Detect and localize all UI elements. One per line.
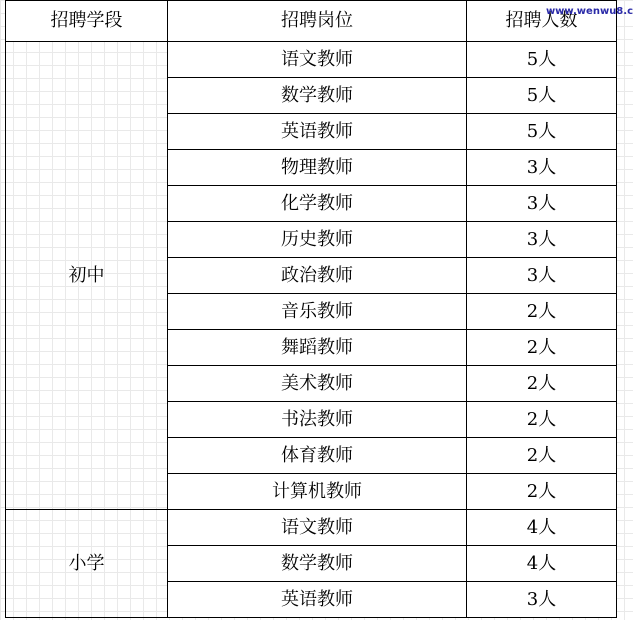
count-cell: 2人: [467, 474, 617, 510]
position-cell: 书法教师: [168, 402, 467, 438]
position-cell: 数学教师: [168, 78, 467, 114]
count-cell: 2人: [467, 402, 617, 438]
header-position: 招聘岗位: [168, 1, 467, 42]
count-cell: 4人: [467, 510, 617, 546]
count-cell: 5人: [467, 42, 617, 78]
position-cell: 音乐教师: [168, 294, 467, 330]
count-cell: 3人: [467, 222, 617, 258]
count-cell: 2人: [467, 366, 617, 402]
position-cell: 体育教师: [168, 438, 467, 474]
header-level: 招聘学段: [6, 1, 168, 42]
count-cell: 3人: [467, 258, 617, 294]
count-cell: 3人: [467, 186, 617, 222]
position-cell: 语文教师: [168, 42, 467, 78]
position-cell: 政治教师: [168, 258, 467, 294]
position-cell: 物理教师: [168, 150, 467, 186]
recruitment-table: [5, 0, 617, 618]
header-row: [6, 1, 617, 42]
position-cell: 英语教师: [168, 582, 467, 618]
header-count: 招聘人数: [467, 1, 617, 42]
position-cell: 数学教师: [168, 546, 467, 582]
position-cell: 化学教师: [168, 186, 467, 222]
position-cell: 英语教师: [168, 114, 467, 150]
level-cell-junior: 初中: [6, 42, 168, 510]
count-cell: 2人: [467, 330, 617, 366]
watermark-text: www.wenwu8.c: [545, 6, 633, 17]
position-cell: 语文教师: [168, 510, 467, 546]
count-cell: 2人: [467, 438, 617, 474]
count-cell: 3人: [467, 582, 617, 618]
count-cell: 5人: [467, 114, 617, 150]
count-cell: 3人: [467, 150, 617, 186]
position-cell: 舞蹈教师: [168, 330, 467, 366]
position-cell: 历史教师: [168, 222, 467, 258]
count-cell: 5人: [467, 78, 617, 114]
table-row: [6, 42, 617, 78]
table-row: [6, 510, 617, 546]
position-cell: 美术教师: [168, 366, 467, 402]
count-cell: 4人: [467, 546, 617, 582]
count-cell: 2人: [467, 294, 617, 330]
level-cell-primary: 小学: [6, 510, 168, 618]
position-cell: 计算机教师: [168, 474, 467, 510]
